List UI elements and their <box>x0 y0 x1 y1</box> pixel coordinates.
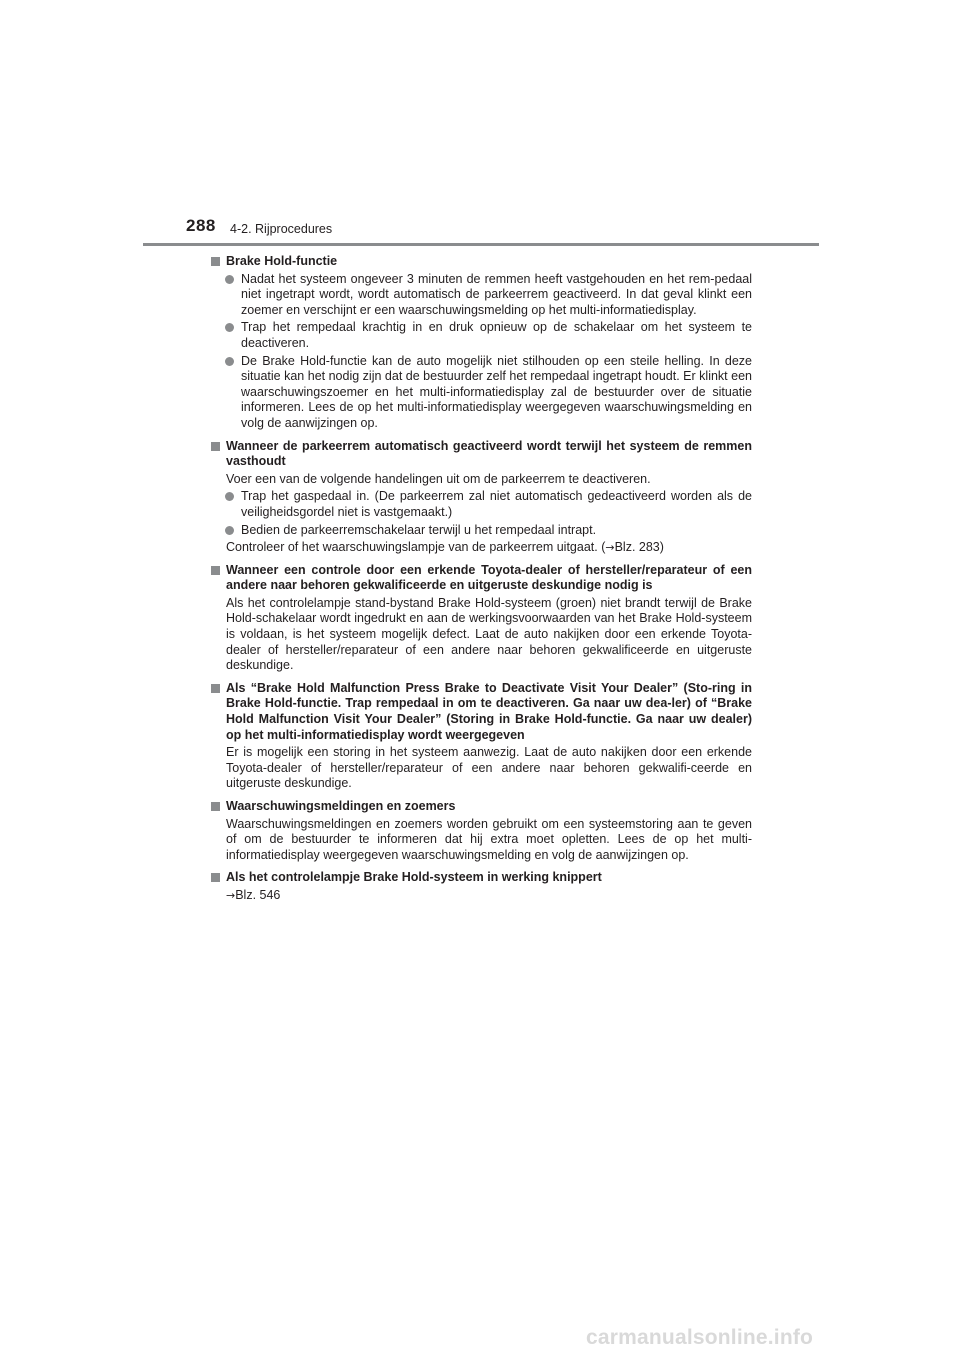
section-heading: Wanneer de parkeerrem automatisch geactiveerd wordt terwijl het systeem de remmen vasthoudt <box>210 439 752 470</box>
section-heading: Als het controlelampje Brake Hold-systeem in werking knippert <box>210 870 752 886</box>
list-item: Bedien de parkeerremschakelaar terwijl u het rempedaal intrapt. <box>210 523 752 539</box>
list-item: Trap het gaspedaal in. (De parkeerrem zal niet automatisch gedeactiveerd worden als de veiligheidsgordel niet is vastgemaakt.) <box>210 489 752 520</box>
page-reference-link[interactable]: Blz. 283) <box>614 540 664 555</box>
section-reference <box>210 888 752 904</box>
section-parkeerrem-geactiveerd <box>210 439 752 556</box>
square-bullet-icon <box>211 802 220 811</box>
section-text: Als het controlelampje stand-bystand Brake Hold-systeem (groen) niet brandt terwijl de Brake Hold-schakelaar wordt ingedrukt en aan de werkingsvoorwaarden van het Brake Hold-systeem is voldaan, is het systeem mogelijk defect. Laat de auto nakijken door een erkende Toyota-dealer of hersteller/reparateur of een andere naar behoren gekwalificeerde en uitgeruste deskundige. <box>226 595 752 673</box>
square-bullet-icon <box>211 873 220 882</box>
arrow-right-icon: → <box>605 541 615 555</box>
section-heading: Waarschuwingsmeldingen en zoemers <box>210 799 752 815</box>
square-bullet-icon <box>211 257 220 266</box>
list-item: Trap het rempedaal krachtig in en druk opnieuw op de schakelaar om het systeem te deactiveren. <box>210 320 752 351</box>
section-title: 4-2. Rijprocedures <box>230 222 333 236</box>
section-outro: Controleer of het waarschuwingslampje van de parkeerrem uitgaat. (→Blz. 283) <box>226 540 664 555</box>
square-bullet-icon <box>211 442 220 451</box>
section-waarschuwingsmeldingen <box>210 799 752 863</box>
section-controlelampje-knippert <box>210 870 752 903</box>
list-item: De Brake Hold-functie kan de auto mogelijk niet stilhouden op een steile helling. In deze situatie kan het nodig zijn dat de bestuurder zelf het rempedaal ingetrapt houdt. Er klinkt een waarschuwingszoemer en het multi-informatiedisplay zal de bestuurder over de situatie informeren. Lees de op het multi-informatiedisplay weergegeven waarschuwingsmelding en volg de aanwijzingen op. <box>210 354 752 432</box>
section-intro: Voer een van de volgende handelingen uit om de parkeerrem te deactiveren. <box>226 471 651 486</box>
section-brake-hold-functie <box>210 254 752 432</box>
watermark: carmanualsonline.info <box>586 1326 814 1349</box>
square-bullet-icon <box>211 684 220 693</box>
arrow-right-icon: → <box>226 888 236 902</box>
round-bullet-icon <box>225 526 234 535</box>
round-bullet-icon <box>225 275 234 284</box>
section-text: Er is mogelijk een storing in het systeem aanwezig. Laat de auto nakijken door een erkende Toyota-dealer of hersteller/reparateur of een andere naar behoren gekwalifi-ceerde en uitgeruste deskundige. <box>226 745 752 791</box>
round-bullet-icon <box>225 357 234 366</box>
section-heading: Als “Brake Hold Malfunction Press Brake to Deactivate Visit Your Dealer” (Sto-ring in Brake Hold-functie. Trap rempedaal in om te deactiveren. Ga naar uw dea-ler) of “Brake Hold Malfunction Visit Your Dealer” (Storing in Brake Hold-functie. Ga naar uw dealer) op het multi-informatiedisplay wordt weergegeven <box>210 681 752 743</box>
section-text: Waarschuwingsmeldingen en zoemers worden gebruikt om een systeemstoring aan te geven of om de bestuurder te informeren dat hij extra moet opletten. Lees de op het multi-informatiedisplay weergegeven waarschuwingsmelding en volg de aanwijzingen op. <box>226 816 752 862</box>
square-bullet-icon <box>211 566 220 575</box>
page-number: 288 <box>186 216 216 235</box>
section-malfunction-message <box>210 681 752 792</box>
section-heading: Brake Hold-functie <box>210 254 752 270</box>
page-reference-link[interactable]: Blz. 546 <box>235 887 281 902</box>
section-heading: Wanneer een controle door een erkende Toyota-dealer of hersteller/reparateur of een andere naar behoren gekwalificeerde en uitgeruste deskundige nodig is <box>210 563 752 594</box>
manual-content <box>210 254 752 911</box>
header-rule <box>143 243 819 246</box>
list-item: Nadat het systeem ongeveer 3 minuten de remmen heeft vastgehouden en het rem-pedaal niet ingetrapt wordt, wordt automatisch de parkeerrem geactiveerd. In dat geval klinkt een zoemer en verschijnt er een waarschuwingsmelding op het multi-informatiedisplay. <box>210 272 752 319</box>
section-controle-dealer <box>210 563 752 674</box>
